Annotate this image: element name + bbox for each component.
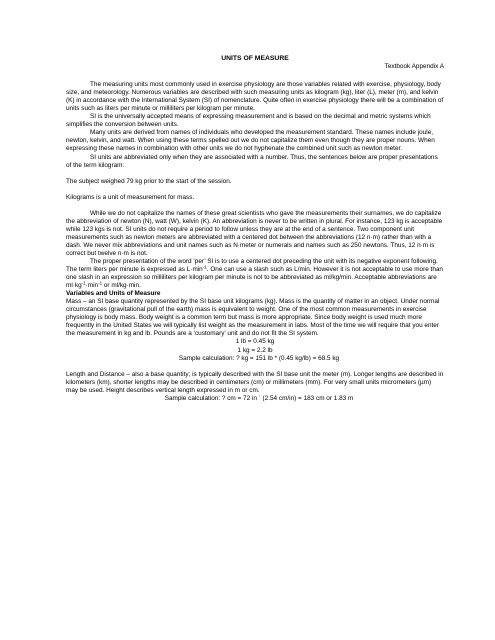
per-text-a: The proper presentation of the word ‘per’ SI is to use a centered dot preceding the unit with its negative exponent following. The term liters per minute is expressed as L·min — [66, 257, 438, 274]
paragraph-per — [66, 258, 444, 290]
paragraph-abbreviation: SI units are abbreviated only when they are associated with a number. Thus, the sentences below are proper presentations of the term kilogram: — [66, 153, 438, 169]
paragraph-derived-units: Many units are derived from names of individuals who developed the measurement standard. These names include joule, newton, kelvin, and watt. When using these terms spelled out we do not capitalize them even though they are proper nouns. When expressing these names in combination with other units we do not hyphenate the combined unit such as newton meter. — [66, 129, 435, 153]
per-text-d: or ml/kg·min. — [102, 282, 141, 290]
section-heading: Variables and Units of Measure — [66, 290, 161, 298]
conversion-kg-lb: 1 kg = 2.2 lb — [237, 346, 273, 354]
per-text-c: ·min — [85, 282, 99, 290]
document-body — [66, 55, 444, 403]
paragraph-mass: Mass – an SI base quantity represented by the SI base unit kilograms (kg). Mass is the quantity of matter in an object. Under normal circumstances (gravitational pull of the earth) mass is equivalent to weight. One of the most common measurements in exercise physiology is body mass. Body weight is a common term but mass is more appropriate. Since body weight is used much more frequently in the United States we will typically list weight as the measurement in labs. Most of the time we will require that you enter the measurement in kg and lb. Pounds are a ‘customary’ unit and do not fit the SI system. — [66, 298, 440, 338]
exponent-3: -1 — [98, 280, 103, 286]
paragraph-si: SI is the universally accepted means of expressing measurement and is based on the decimal and metric systems which simplifies the conversion between units. — [66, 113, 431, 129]
example-sentence-1: The subject weighed 79 kg prior to the start of the session. — [66, 177, 232, 185]
paragraph-length: Length and Distance – also a base quantity; is typically described with the SI base unit the meter (m). Longer lengths are described in kilometers (km), shorter lengths may be described in centimeters (cm) or millimeters (mm). For very small units micrometers (µm) may be used. Height describes vertical length expressed in m or cm. — [66, 370, 444, 394]
conversion-lb-kg: 1 lb = 0.45 kg — [235, 338, 275, 346]
sample-calculation-mass: Sample calculation: ? kg = 151 lb * (0.45 kg/lb) = 68.5 kg — [178, 354, 340, 362]
sample-calculation-length: Sample calculation: ? cm = 72 in ˙ (2.54 cm/in) = 183 cm or 1.83 m — [164, 394, 354, 402]
example-sentence-2: Kilograms is a unit of measurement for mass. — [66, 193, 195, 201]
exponent-2: -1 — [81, 280, 86, 286]
per-text-b: . One can use a slash such as L/min. However it is not acceptable to use more than one slash in an expression so milliliters per kilogram per minute is not to be abbreviated as ml/kg/min. Acceptable abbreviations are ml·kg — [66, 266, 443, 290]
document-title: UNITS OF MEASURE — [221, 55, 289, 62]
paragraph-capitalization: While we do not capitalize the names of these great scientists who gave the measurements their surnames, we do capitalize the abbreviation of newton (N), watt (W), kelvin (K). An abbreviation is never to be written in plural. For instance, 123 kg is acceptable while 123 kgs is not. SI units do not require a period to follow unless they are at the end of a sentence. Two component unit measurements such as newton meters are abbreviated with a centered dot between the abbreviations (12 n·m) rather than with a dash. We never mix abbreviations and unit names such as N·meter or numerals and names such as 250 newtons. Thus, 12 n·m is correct but twelve n·m is not. — [66, 209, 443, 257]
source-reference: Textbook Appendix A — [384, 63, 444, 71]
exponent-1: -1 — [202, 264, 207, 270]
paragraph-intro: The measuring units most commonly used in exercise physiology are those variables related with exercise, physiology, body size, and meteorology. Numerous variables are described with such measuring units as kilogram (kg), liter (L), meter (m), and kelvin (K) in accordance with the International System (SI) of nomenclature. Quite often in exercise physiology there will be a combination of units such as liters per minute or milliliters per kilogram per minute. — [66, 81, 444, 113]
